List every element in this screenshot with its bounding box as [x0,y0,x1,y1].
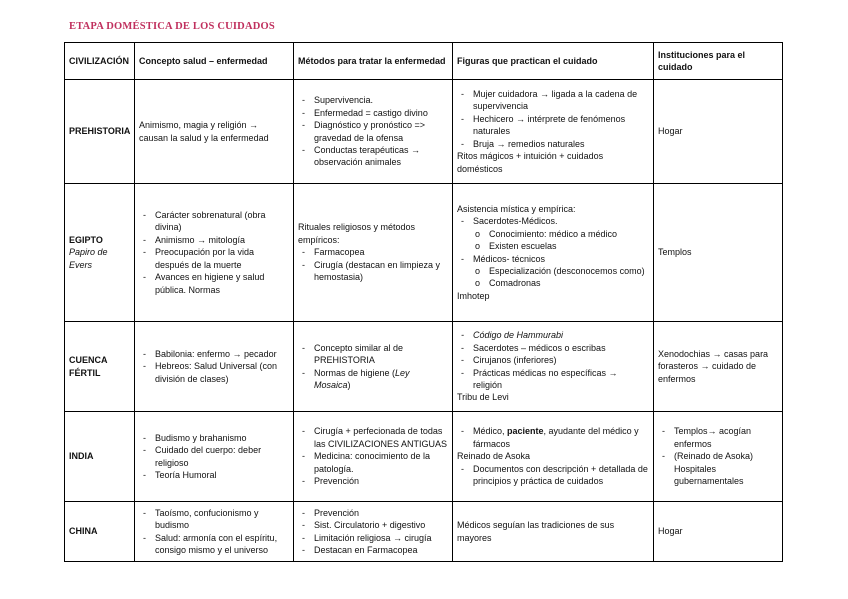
list-item: - Cuidado del cuerpo: deber religioso [149,444,289,469]
header-metodos: Métodos para tratar la enfermedad [294,43,453,80]
list-item: - Prácticas médicas no específicas → religión [467,367,649,392]
list-item: - Sist. Circulatorio + digestivo [308,519,448,531]
list-item [467,215,649,252]
figuras-note: Reinado de Asoka [457,451,531,462]
table-row [65,184,783,322]
list-item: - Templos→ acogían enfermos [668,425,778,450]
list-item: - Diagnóstico y pronóstico => gravedad de la ofensa [308,119,448,144]
text-part: ) [347,379,351,390]
list-item: - Taoísmo, confucionismo y budismo [149,507,289,532]
list-item: - Carácter sobrenatural (obra divina) [149,209,289,234]
list-item: - Hechicero → intérprete de fenómenos naturales [467,113,649,138]
page-title: ETAPA DOMÉSTICA DE LOS CUIDADOS [69,21,275,32]
list-item [467,425,649,450]
list-item: - Cirugía (destacan en limpieza y hemostasia) [308,259,448,284]
header-civilizacion: CIVILIZACIÓN [65,43,135,80]
figuras-note: Imhotep [457,290,490,301]
list-item: - Código de Hammurabi [467,329,649,341]
civ-cuenca-fertil: CUENCA FÉRTIL [65,322,135,412]
list-item: - Babilonia: enfermo → pecador [149,348,289,360]
table-row [65,322,783,412]
list-item: - Teoría Humoral [149,469,289,481]
sub-item: o Especialización (desconocemos como) [483,265,649,277]
text-part: , ayudante del médico y fármacos [473,426,639,449]
concepto-cell [135,184,294,322]
list-item: - Limitación religiosa → cirugía [308,532,448,544]
civ-china: CHINA [65,502,135,562]
list-item-label: Médicos- técnicos [473,253,546,264]
instituciones-cell: Hogar [654,502,783,562]
figuras-cell [453,184,654,322]
list-item: - Sacerdotes – médicos o escribas [467,342,649,354]
instituciones-cell [654,412,783,502]
civ-egipto [65,184,135,322]
metodos-cell [294,322,453,412]
list-item: - Preocupación por la vida después de la muerte [149,246,289,271]
text-part: Médico, [473,426,508,437]
list-item: - Mujer cuidadora → ligada a la cadena de supervivencia [467,88,649,113]
civ-india: INDIA [65,412,135,502]
sub-item: o Comadronas [483,277,649,289]
list-item: - Cirujanos (inferiores) [467,354,649,366]
civ-subtitle: Papiro de Evers [69,247,108,270]
table-row [65,502,783,562]
figuras-note: Tribu de Levi [457,392,509,403]
list-item: - Budismo y brahanismo [149,432,289,444]
metodos-intro: Rituales religiosos y métodos empíricos: [298,222,416,245]
list-item: - Cirugía + perfecionada de todas las CIVILIZACIONES ANTIGUAS [308,425,448,450]
list-item-label: Sacerdotes-Médicos. [473,216,558,227]
list-item: - Bruja → remedios naturales [467,138,649,150]
instituciones-cell: Templos [654,184,783,322]
metodos-cell [294,502,453,562]
list-item: - Supervivencia. [308,94,448,106]
concepto-cell: Animismo, magia y religión → causan la salud y la enfermedad [135,80,294,184]
list-item: - (Reinado de Asoka) Hospitales gubernamentales [668,450,778,487]
concepto-cell [135,322,294,412]
civ-prehistoria: PREHISTORIA [65,80,135,184]
list-item: - Farmacopea [308,246,448,258]
table-row [65,412,783,502]
figuras-cell [453,80,654,184]
list-item: - Avances en higiene y salud pública. Normas [149,271,289,296]
sub-item: o Existen escuelas [483,240,649,252]
concepto-cell [135,412,294,502]
list-item: - Prevención [308,475,448,487]
list-item: - Conductas terapéuticas → observación animales [308,144,448,169]
figuras-note: Ritos mágicos + intuición + cuidados domésticos [457,151,604,174]
list-item: - Enfermedad = castigo divino [308,107,448,119]
table-header-row [65,43,783,80]
instituciones-cell: Hogar [654,80,783,184]
header-concepto: Concepto salud – enfermedad [135,43,294,80]
list-item [467,253,649,290]
metodos-cell [294,80,453,184]
figuras-cell: Médicos seguían las tradiciones de sus mayores [453,502,654,562]
concepto-cell [135,502,294,562]
list-item: - Animismo → mitología [149,234,289,246]
instituciones-cell: Xenodochias → casas para forasteros → cuidado de enfermos [654,322,783,412]
sub-item: o Conocimiento: médico a médico [483,228,649,240]
text-part: Normas de higiene ( [314,367,396,378]
list-item [308,367,448,392]
list-item: - Prevención [308,507,448,519]
list-item: - Medicina: conocimiento de la patología. [308,450,448,475]
text-part-italic: Ley Mosaica [314,367,410,390]
text-part-bold: paciente [507,426,544,437]
table-row [65,80,783,184]
civilizations-table [64,42,783,562]
figuras-intro: Asistencia mística y empírica: [457,203,576,214]
list-item: - Documentos con descripción + detallada de principios y práctica de cuidados [467,463,649,488]
header-figuras: Figuras que practican el cuidado [453,43,654,80]
list-item: - Hebreos: Salud Universal (con división de clases) [149,360,289,385]
list-item: - Concepto similar al de PREHISTORIA [308,342,448,367]
figuras-cell [453,412,654,502]
list-item: - Destacan en Farmacopea [308,544,448,556]
metodos-cell [294,184,453,322]
civ-label: EGIPTO [69,234,103,245]
list-item: - Salud: armonía con el espíritu, consigo mismo y el universo [149,532,289,557]
header-instituciones: Instituciones para el cuidado [654,43,783,80]
metodos-cell [294,412,453,502]
figuras-cell [453,322,654,412]
